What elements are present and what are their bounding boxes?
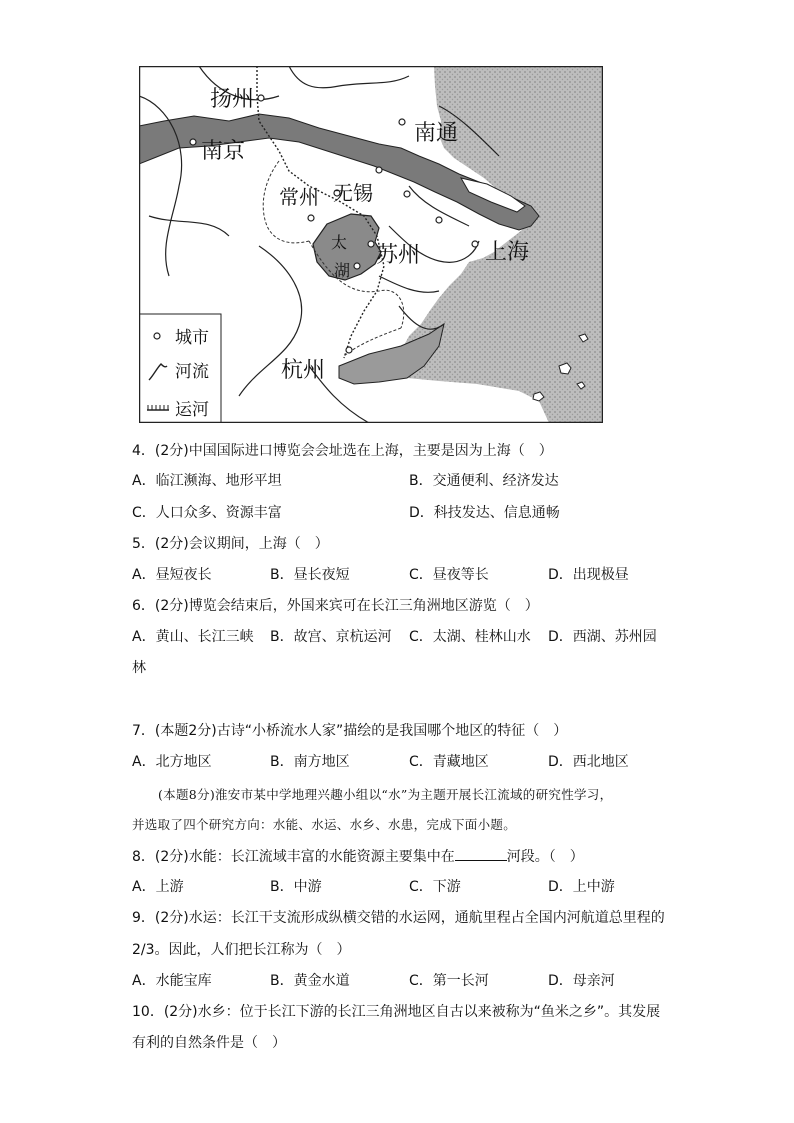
q10-stem-line-2: 有利的自然条件是（ ） [132, 1035, 286, 1051]
q9-stem-line-1: 9．(2分)水运：长江干支流形成纵横交错的水运网，通航里程占全国内河航道总里程的 [132, 910, 665, 926]
label-shanghai: 上海 [485, 240, 530, 265]
q8-stem-after: 河段。（ ） [506, 849, 584, 865]
q8-option-b[interactable]: B．中游 [270, 879, 322, 895]
q6-option-d[interactable]: D．西湖、苏州园 [548, 629, 657, 645]
q8-option-d[interactable]: D．上中游 [548, 879, 615, 895]
label-hangzhou: 杭州 [281, 358, 326, 383]
label-yangzhou: 扬州 [210, 87, 255, 112]
label-taihu-2: 湖 [334, 261, 351, 280]
q9-option-b[interactable]: B．黄金水道 [270, 973, 350, 989]
q9-option-a[interactable]: A．水能宝库 [132, 973, 212, 989]
q4-option-a[interactable]: A．临江濒海、地形平坦 [132, 473, 282, 489]
group-note-line-1: (本题8分)淮安市某中学地理兴趣小组以“水”为主题开展长江流域的研究性学习， [158, 787, 613, 802]
map-legend [139, 314, 221, 423]
q6-option-d-wrap: 林 [132, 660, 146, 676]
q6-option-a[interactable]: A．黄山、长江三峡 [132, 629, 254, 645]
q5-option-a[interactable]: A．昼短夜长 [132, 567, 212, 583]
q8-option-a[interactable]: A．上游 [132, 879, 184, 895]
q4-option-c[interactable]: C．人口众多、资源丰富 [132, 505, 282, 521]
q8-answer-blank [455, 847, 507, 861]
q7-option-d[interactable]: D．西北地区 [548, 754, 629, 770]
q7-option-b[interactable]: B．南方地区 [270, 754, 350, 770]
q4-stem: 4．(2分)中国国际进口博览会会址选在上海，主要是因为上海（ ） [132, 443, 553, 459]
label-nantong: 南通 [414, 121, 459, 146]
label-taihu-1: 太 [331, 233, 348, 252]
map-svg [139, 66, 603, 423]
q8-stem-before: 8．(2分)水能：长江流域丰富的水能资源主要集中在 [132, 849, 455, 865]
q8-stem [132, 847, 584, 866]
q9-option-c[interactable]: C．第一长河 [409, 973, 489, 989]
legend-river-label: 河流 [175, 362, 209, 382]
q9-stem-line-2: 2/3。因此，人们把长江称为（ ） [132, 942, 351, 958]
legend-city-icon [154, 333, 160, 339]
q4-option-b[interactable]: B．交通便利、经济发达 [409, 473, 559, 489]
q4-option-d[interactable]: D．科技发达、信息通畅 [409, 505, 560, 521]
q6-stem: 6．(2分)博览会结束后，外国来宾可在长江三角洲地区游览（ ） [132, 598, 539, 614]
q6-option-b[interactable]: B．故宫、京杭运河 [270, 629, 392, 645]
label-nanjing: 南京 [201, 139, 246, 164]
yangtze-delta-map [139, 66, 603, 423]
q5-option-d[interactable]: D．出现极昼 [548, 567, 629, 583]
q5-option-c[interactable]: C．昼夜等长 [409, 567, 489, 583]
q7-option-c[interactable]: C．青藏地区 [409, 754, 489, 770]
legend-city-label: 城市 [175, 328, 209, 348]
q6-option-c[interactable]: C．太湖、桂林山水 [409, 629, 531, 645]
q5-option-b[interactable]: B．昼长夜短 [270, 567, 350, 583]
q8-option-c[interactable]: C．下游 [409, 879, 461, 895]
label-changzhou: 常州 [279, 185, 319, 209]
group-note-line-2: 并选取了四个研究方向：水能、水运、水乡、水患，完成下面小题。 [132, 817, 517, 832]
label-wuxi: 无锡 [333, 181, 373, 205]
label-suzhou: 苏州 [376, 243, 421, 268]
q10-stem-line-1: 10．(2分)水乡：位于长江下游的长江三角洲地区自古以来被称为“鱼米之乡”。其发展 [132, 1004, 661, 1020]
q5-stem: 5．(2分)会议期间，上海（ ） [132, 536, 329, 552]
q9-option-d[interactable]: D．母亲河 [548, 973, 615, 989]
legend-canal-label: 运河 [175, 400, 209, 420]
q7-stem: 7．(本题2分)古诗“小桥流水人家”描绘的是我国哪个地区的特征（ ） [132, 723, 568, 739]
q7-option-a[interactable]: A．北方地区 [132, 754, 212, 770]
